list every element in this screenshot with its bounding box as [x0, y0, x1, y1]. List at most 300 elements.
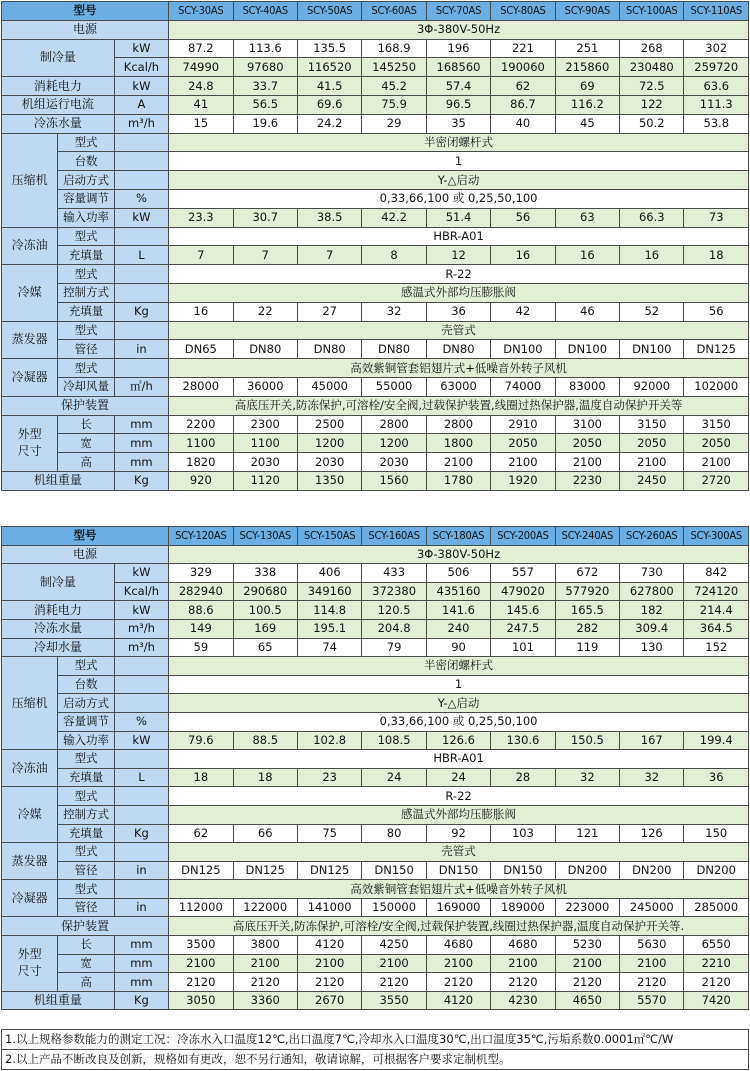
type-label: 型式 — [58, 321, 114, 340]
unit-m3h: m³/h — [114, 114, 168, 133]
evaporator-pipe-cell: DN125 — [684, 340, 749, 359]
cooling-kw-cell: 557 — [491, 564, 555, 583]
model-name-cell: SCY-160AS — [362, 527, 426, 546]
table-row — [2, 805, 749, 824]
cooling-kw-cell: 113.6 — [233, 39, 297, 58]
width-cell: 2100 — [362, 954, 426, 973]
height-cell: 2030 — [362, 453, 426, 472]
table-row — [2, 377, 749, 396]
height-label: 高 — [58, 453, 114, 472]
condenser-airflow-cell: 102000 — [684, 377, 749, 396]
cooling-kw-cell: 730 — [620, 564, 684, 583]
condenser-pipe-cell: 150000 — [362, 898, 426, 917]
oil-fill-cell: 28 — [491, 768, 555, 787]
refrigerant-fill-cell: 27 — [297, 302, 361, 321]
table-row — [2, 302, 749, 321]
compressor-label: 压缩机 — [2, 133, 58, 227]
table-row — [2, 619, 749, 638]
table-row — [2, 340, 749, 359]
evaporator-pipe-cell: DN150 — [362, 861, 426, 880]
consumption-label: 消耗电力 — [2, 601, 115, 620]
height-cell: 2120 — [620, 973, 684, 992]
compressor-count: 1 — [169, 152, 749, 171]
table-row — [2, 359, 749, 378]
cooling-water-cell: 130 — [620, 638, 684, 657]
consumption-cell: 45.2 — [362, 77, 426, 96]
table-row — [2, 638, 749, 657]
table-row — [2, 95, 749, 114]
compressor-input-cell: 102.8 — [297, 731, 361, 750]
table-row — [2, 991, 749, 1010]
unit-mm: mm — [114, 954, 168, 973]
refrigerant-fill-cell: 36 — [426, 302, 490, 321]
unit-m3h: m³/h — [114, 619, 168, 638]
table-row — [2, 843, 749, 862]
chilled-water-cell: 204.8 — [362, 619, 426, 638]
condenser-pipe-cell: 245000 — [620, 898, 684, 917]
cooling-kcal-cell: 74990 — [169, 58, 233, 77]
unit-l: L — [114, 768, 168, 787]
evaporator-pipe-cell: DN80 — [362, 340, 426, 359]
current-cell: 86.7 — [491, 95, 555, 114]
cooling-label: 制冷量 — [2, 39, 115, 77]
unit-a: A — [114, 95, 168, 114]
evaporator-pipe-cell: DN80 — [297, 340, 361, 359]
weight-cell: 920 — [169, 471, 233, 490]
compressor-type: 半密闭螺杆式 — [169, 657, 749, 676]
unit-kcal: Kcal/h — [114, 58, 168, 77]
height-cell: 2120 — [297, 973, 361, 992]
chilled-water-label: 冷冻水量 — [2, 114, 115, 133]
height-cell: 2120 — [684, 973, 749, 992]
refrigerant-fill-cell: 92 — [426, 824, 490, 843]
compressor-input-cell: 79.6 — [169, 731, 233, 750]
cooling-kcal-cell: 577920 — [555, 582, 619, 601]
cooling-kw-cell: 433 — [362, 564, 426, 583]
type-label: 型式 — [58, 657, 114, 676]
width-cell: 2050 — [555, 434, 619, 453]
compressor-count: 1 — [169, 675, 749, 694]
type-label: 型式 — [58, 227, 114, 246]
table-row — [2, 768, 749, 787]
power-value: 3Φ-380V-50Hz — [169, 20, 749, 39]
condenser-airflow-cell: 28000 — [169, 377, 233, 396]
table-row — [2, 283, 749, 302]
table-row — [2, 396, 749, 415]
chilled-water-cell: 15 — [169, 114, 233, 133]
pipe-label: 管径 — [58, 340, 114, 359]
cooling-kcal-cell: 282940 — [169, 582, 233, 601]
unit-empty — [114, 283, 168, 302]
refrigerant-control: 感温式外部均压膨胀阀 — [169, 805, 749, 824]
oil-fill-cell: 18 — [169, 768, 233, 787]
refrigerant-fill-cell: 56 — [684, 302, 749, 321]
table-row — [2, 114, 749, 133]
chilled-water-cell: 282 — [555, 619, 619, 638]
table-row — [2, 601, 749, 620]
weight-cell: 4120 — [426, 991, 490, 1010]
type-label: 型式 — [58, 265, 114, 284]
cooling-water-cell: 59 — [169, 638, 233, 657]
condenser-label: 冷凝器 — [2, 359, 58, 397]
capacity-label: 容量调节 — [58, 189, 114, 208]
consumption-cell: 88.6 — [169, 601, 233, 620]
unit-empty — [114, 675, 168, 694]
refrigerant-type: R-22 — [169, 787, 749, 806]
unit-pct: % — [114, 712, 168, 731]
table-row — [2, 750, 749, 769]
cooling-kw-cell: 406 — [297, 564, 361, 583]
chilled-water-cell: 240 — [426, 619, 490, 638]
height-cell: 2100 — [426, 453, 490, 472]
start-label: 启动方式 — [58, 171, 114, 190]
condenser-airflow-cell: 83000 — [555, 377, 619, 396]
type-label: 型式 — [58, 787, 114, 806]
cooling-kw-cell: 506 — [426, 564, 490, 583]
oil-fill-cell: 24 — [426, 768, 490, 787]
cooling-water-cell: 65 — [233, 638, 297, 657]
current-cell: 96.5 — [426, 95, 490, 114]
model-name-cell: SCY-130AS — [233, 527, 297, 546]
model-name-cell: SCY-100AS — [620, 2, 684, 21]
width-cell: 2100 — [491, 954, 555, 973]
compressor-capacity: 0,33,66,100 或 0,25,50,100 — [169, 712, 749, 731]
oil-fill-cell: 32 — [555, 768, 619, 787]
cooling-kw-cell: 672 — [555, 564, 619, 583]
evaporator-pipe-cell: DN200 — [555, 861, 619, 880]
cooling-kcal-cell: 724120 — [684, 582, 749, 601]
refrigerant-label: 冷媒 — [2, 265, 58, 321]
length-label: 长 — [58, 415, 114, 434]
oil-label: 冷冻油 — [2, 227, 58, 265]
model-name-cell: SCY-240AS — [555, 527, 619, 546]
capacity-label: 容量调节 — [58, 712, 114, 731]
cooling-kcal-cell: 372380 — [362, 582, 426, 601]
condenser-pipe-cell: 285000 — [684, 898, 749, 917]
table-row — [2, 954, 749, 973]
oil-type: HBR-A01 — [169, 227, 749, 246]
weight-cell: 1350 — [297, 471, 361, 490]
width-cell: 2050 — [491, 434, 555, 453]
table-row — [2, 321, 749, 340]
width-cell: 2100 — [426, 954, 490, 973]
condenser-pipe-cell: 189000 — [491, 898, 555, 917]
table-row — [2, 973, 749, 992]
chilled-water-cell: 50.2 — [620, 114, 684, 133]
refrigerant-fill-cell: 52 — [620, 302, 684, 321]
start-label: 启动方式 — [58, 694, 114, 713]
cooling-water-cell: 74 — [297, 638, 361, 657]
compressor-start: Y-△启动 — [169, 694, 749, 713]
consumption-cell: 57.4 — [426, 77, 490, 96]
cooling-water-cell: 152 — [684, 638, 749, 657]
condenser-type: 高效紫铜管套铝翅片式+低噪音外转子风机 — [169, 359, 749, 378]
model-name-cell: SCY-300AS — [684, 527, 749, 546]
length-cell: 4120 — [297, 936, 361, 955]
cooling-water-cell: 90 — [426, 638, 490, 657]
unit-mm: mm — [114, 415, 168, 434]
oil-type: HBR-A01 — [169, 750, 749, 769]
length-cell: 2800 — [362, 415, 426, 434]
cooling-kcal-cell: 290680 — [233, 582, 297, 601]
fill-label: 充填量 — [58, 302, 114, 321]
table-row — [2, 171, 749, 190]
cooling-water-cell: 119 — [555, 638, 619, 657]
consumption-cell: 41.5 — [297, 77, 361, 96]
cooling-kcal-cell: 627800 — [620, 582, 684, 601]
consumption-cell: 62 — [491, 77, 555, 96]
consumption-cell: 114.8 — [297, 601, 361, 620]
table-row — [2, 880, 749, 899]
table-row — [2, 189, 749, 208]
model-name-cell: SCY-40AS — [233, 2, 297, 21]
table-row — [2, 152, 749, 171]
evaporator-pipe-cell: DN100 — [555, 340, 619, 359]
unit-empty — [114, 133, 168, 152]
table-row — [2, 787, 749, 806]
height-cell: 2120 — [491, 973, 555, 992]
oil-fill-cell: 12 — [426, 246, 490, 265]
consumption-label: 消耗电力 — [2, 77, 115, 96]
fill-label: 充填量 — [58, 768, 114, 787]
weight-cell: 3360 — [233, 991, 297, 1010]
consumption-cell: 165.5 — [555, 601, 619, 620]
compressor-input-cell: 199.4 — [684, 731, 749, 750]
refrigerant-type: R-22 — [169, 265, 749, 284]
control-label: 控制方式 — [58, 805, 114, 824]
type-label: 型式 — [58, 843, 114, 862]
note-2: 2.以上产品不断改良及创新，规格如有更改，恕不另行通知，敬请谅解，可根据客户要求定制机型。 — [2, 1050, 749, 1070]
table-row — [2, 712, 749, 731]
unit-kw: kW — [114, 39, 168, 58]
unit-l: L — [114, 246, 168, 265]
unit-mm: mm — [114, 973, 168, 992]
dimensions-label-line-1: 外型 — [17, 947, 42, 962]
evaporator-type: 壳管式 — [169, 321, 749, 340]
chilled-water-cell: 45 — [555, 114, 619, 133]
cooling-label: 制冷量 — [2, 564, 115, 601]
unit-empty — [114, 359, 168, 378]
unit-kg: Kg — [114, 471, 168, 490]
width-label: 宽 — [58, 954, 114, 973]
length-cell: 2500 — [297, 415, 361, 434]
refrigerant-fill-cell: 22 — [233, 302, 297, 321]
compressor-input-cell: 38.5 — [297, 208, 361, 227]
unit-kw: kW — [114, 601, 168, 620]
control-label: 控制方式 — [58, 283, 114, 302]
count-label: 台数 — [58, 675, 114, 694]
height-cell: 2100 — [620, 453, 684, 472]
table-row — [2, 434, 749, 453]
evaporator-label: 蒸发器 — [2, 843, 58, 880]
cooling-kw-cell: 842 — [684, 564, 749, 583]
evaporator-pipe-cell: DN80 — [426, 340, 490, 359]
length-cell: 2300 — [233, 415, 297, 434]
unit-mm: mm — [114, 453, 168, 472]
refrigerant-fill-cell: 150 — [684, 824, 749, 843]
unit-empty — [114, 171, 168, 190]
model-name-cell: SCY-30AS — [169, 2, 233, 21]
unit-empty — [114, 657, 168, 676]
evaporator-pipe-cell: DN150 — [491, 861, 555, 880]
header-row — [2, 2, 749, 21]
consumption-cell: 145.6 — [491, 601, 555, 620]
width-cell: 1100 — [169, 434, 233, 453]
weight-cell: 4230 — [491, 991, 555, 1010]
evaporator-pipe-cell: DN65 — [169, 340, 233, 359]
refrigerant-fill-cell: 46 — [555, 302, 619, 321]
notes-table — [1, 1029, 749, 1070]
protection-value: 高底压开关,防冻保护,可溶栓/安全阀,过载保护装置,线圈过热保护器,温度自动保护开关等 — [169, 396, 749, 415]
dimensions-label — [2, 936, 58, 992]
cooling-kw-cell: 302 — [684, 39, 749, 58]
refrigerant-fill-cell: 62 — [169, 824, 233, 843]
condenser-pipe-cell: 223000 — [555, 898, 619, 917]
dimensions-label-line-2: 尺寸 — [17, 444, 42, 459]
chilled-water-cell: 247.5 — [491, 619, 555, 638]
chilled-water-cell: 309.4 — [620, 619, 684, 638]
compressor-start: Y-△启动 — [169, 171, 749, 190]
unit-empty — [114, 805, 168, 824]
table-row — [2, 133, 749, 152]
table-row — [2, 936, 749, 955]
chilled-water-cell: 53.8 — [684, 114, 749, 133]
evaporator-pipe-cell: DN100 — [620, 340, 684, 359]
consumption-cell: 182 — [620, 601, 684, 620]
table-row — [2, 265, 749, 284]
evaporator-pipe-cell: DN80 — [233, 340, 297, 359]
condenser-type: 高效紫铜管套铝翅片式+低噪音外转子风机 — [169, 880, 749, 899]
table-row — [2, 564, 749, 583]
model-name-cell: SCY-50AS — [297, 2, 361, 21]
current-cell: 122 — [620, 95, 684, 114]
width-cell: 1200 — [297, 434, 361, 453]
width-cell: 2100 — [555, 954, 619, 973]
cooling-kcal-cell: 168560 — [426, 58, 490, 77]
oil-fill-cell: 18 — [684, 246, 749, 265]
length-cell: 2910 — [491, 415, 555, 434]
length-cell: 3500 — [169, 936, 233, 955]
compressor-input-cell: 66.3 — [620, 208, 684, 227]
refrigerant-fill-cell: 16 — [169, 302, 233, 321]
cooling-kcal-cell: 349160 — [297, 582, 361, 601]
cooling-kw-cell: 251 — [555, 39, 619, 58]
width-cell: 2100 — [297, 954, 361, 973]
oil-fill-cell: 7 — [169, 246, 233, 265]
unit-in: in — [114, 340, 168, 359]
height-label: 高 — [58, 973, 114, 992]
evaporator-pipe-cell: DN125 — [297, 861, 361, 880]
chilled-water-cell: 195.1 — [297, 619, 361, 638]
cooling-kw-cell: 168.9 — [362, 39, 426, 58]
condenser-pipe-cell: 112000 — [169, 898, 233, 917]
consumption-cell: 72.5 — [620, 77, 684, 96]
length-cell: 3150 — [620, 415, 684, 434]
compressor-capacity: 0,33,66,100 或 0,25,50,100 — [169, 189, 749, 208]
oil-fill-cell: 18 — [233, 768, 297, 787]
table-row — [2, 227, 749, 246]
cooling-kw-cell: 221 — [491, 39, 555, 58]
width-label: 宽 — [58, 434, 114, 453]
pipe-label: 管径 — [58, 898, 114, 917]
cooling-kcal-cell: 190060 — [491, 58, 555, 77]
table-row — [2, 545, 749, 564]
oil-fill-cell: 8 — [362, 246, 426, 265]
refrigerant-fill-cell: 42 — [491, 302, 555, 321]
length-cell: 3100 — [555, 415, 619, 434]
unit-empty — [114, 321, 168, 340]
table-row — [2, 582, 749, 601]
table-row — [2, 657, 749, 676]
table-row — [2, 861, 749, 880]
length-label: 长 — [58, 936, 114, 955]
height-cell: 2030 — [233, 453, 297, 472]
refrigerant-label: 冷媒 — [2, 787, 58, 843]
chilled-water-cell: 19.6 — [233, 114, 297, 133]
refrigerant-fill-cell: 32 — [362, 302, 426, 321]
input-label: 输入功率 — [58, 208, 114, 227]
unit-pct: % — [114, 189, 168, 208]
input-label: 输入功率 — [58, 731, 114, 750]
evaporator-pipe-cell: DN125 — [233, 861, 297, 880]
type-label: 型式 — [58, 880, 114, 899]
consumption-cell: 100.5 — [233, 601, 297, 620]
dimensions-label-line-1: 外型 — [17, 427, 42, 442]
model-name-cell: SCY-200AS — [491, 527, 555, 546]
chilled-water-cell: 149 — [169, 619, 233, 638]
compressor-label: 压缩机 — [2, 657, 58, 750]
current-cell: 116.2 — [555, 95, 619, 114]
length-cell: 5630 — [620, 936, 684, 955]
chilled-water-cell: 364.5 — [684, 619, 749, 638]
weight-cell: 3550 — [362, 991, 426, 1010]
compressor-type: 半密闭螺杆式 — [169, 133, 749, 152]
pipe-label: 管径 — [58, 861, 114, 880]
compressor-input-cell: 63 — [555, 208, 619, 227]
weight-label: 机组重量 — [2, 991, 115, 1010]
unit-kw: kW — [114, 77, 168, 96]
table-row — [2, 58, 749, 77]
oil-fill-cell: 36 — [684, 768, 749, 787]
model-name-cell: SCY-260AS — [620, 527, 684, 546]
weight-cell: 2230 — [555, 471, 619, 490]
weight-cell: 7420 — [684, 991, 749, 1010]
height-cell: 2120 — [362, 973, 426, 992]
oil-fill-cell: 16 — [620, 246, 684, 265]
oil-fill-cell: 32 — [620, 768, 684, 787]
condenser-airflow-cell: 92000 — [620, 377, 684, 396]
weight-label: 机组重量 — [2, 471, 115, 490]
cooling-kcal-cell: 97680 — [233, 58, 297, 77]
compressor-input-cell: 150.5 — [555, 731, 619, 750]
table-row — [2, 20, 749, 39]
model-name-cell: SCY-80AS — [491, 2, 555, 21]
width-cell: 2100 — [169, 954, 233, 973]
cooling-kcal-cell: 215860 — [555, 58, 619, 77]
unit-empty — [114, 265, 168, 284]
consumption-cell: 120.5 — [362, 601, 426, 620]
table-row — [2, 898, 749, 917]
cooling-kw-cell: 338 — [233, 564, 297, 583]
width-cell: 2100 — [620, 954, 684, 973]
cooling-water-cell: 79 — [362, 638, 426, 657]
model-name-cell: SCY-60AS — [362, 2, 426, 21]
unit-kw: kW — [114, 564, 168, 583]
refrigerant-fill-cell: 75 — [297, 824, 361, 843]
consumption-cell: 141.6 — [426, 601, 490, 620]
table-row — [2, 453, 749, 472]
height-cell: 2120 — [169, 973, 233, 992]
